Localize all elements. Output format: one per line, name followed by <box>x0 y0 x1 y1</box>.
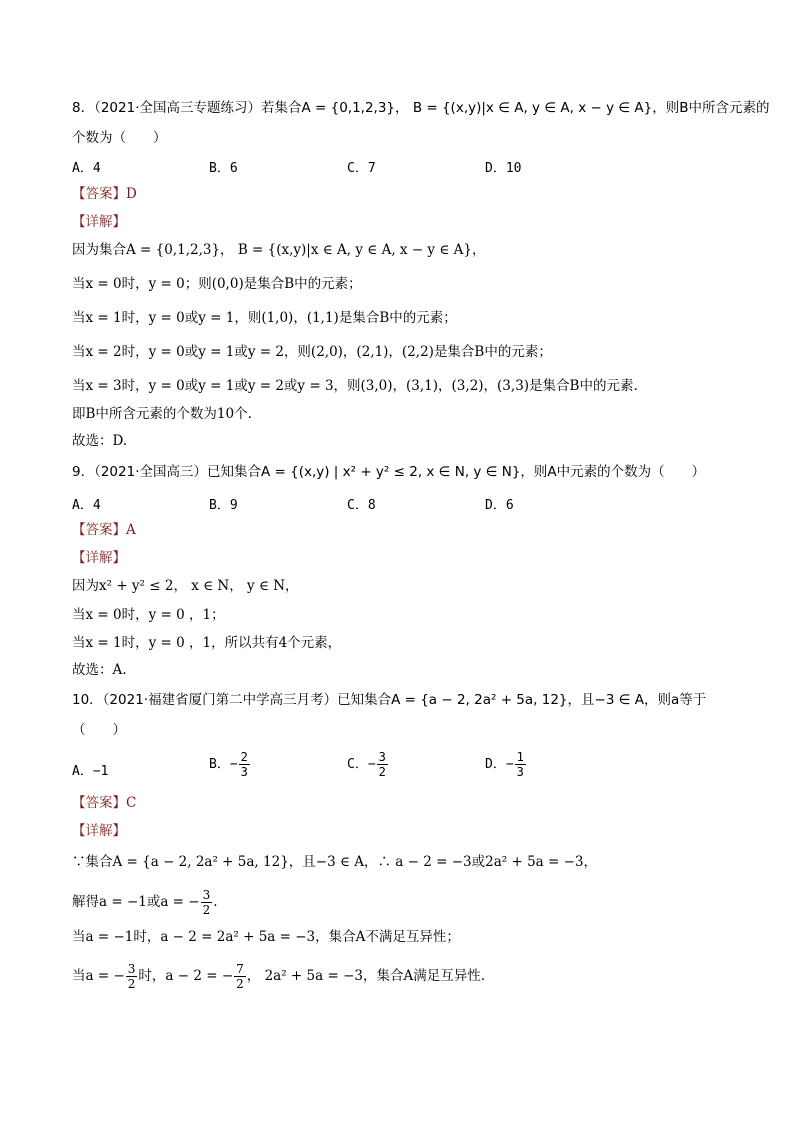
q8-solution-line: 故选：D. <box>72 433 128 449</box>
q9-solution-line: 因为x² + y² ≤ 2， x ∈ N， y ∈ N， <box>72 578 299 594</box>
q10-detail-label: 【详解】 <box>72 823 126 839</box>
q9-detail-label: 【详解】 <box>72 550 126 566</box>
q10-solution-line: 解得a = −1或a = − $\frac{3}{2}$ . <box>72 888 218 917</box>
option-sign: − <box>367 757 376 772</box>
q8-option-a: A．4 <box>72 161 101 176</box>
option-fraction <box>515 750 526 779</box>
fraction-numerator: 1 <box>516 750 524 764</box>
answer-label: 【答案】 <box>72 186 126 202</box>
option-letter: B． <box>209 757 230 772</box>
q9-option-d: D．6 <box>485 498 514 513</box>
q9-solution-line: 当x = 1时，y = 0 ，1，所以共有4个元素， <box>72 635 342 651</box>
q10-option-c <box>347 750 389 779</box>
q10-option-b <box>209 750 251 779</box>
q8-option-b: B．6 <box>209 161 238 176</box>
option-value: −1 <box>92 764 109 779</box>
q10-solution-line: ∵集合A = {a − 2, 2a² + 5a, 12}，且−3 ∈ A，∴ a − 2 = −3或2a² + 5a = −3， <box>72 854 597 870</box>
q8-answer <box>72 184 137 204</box>
q8-solution-line: 当x = 3时，y = 0或y = 1或y = 2或y = 3，则(3,0)，(3,1)，(3,2)，(3,3)是集合B中的元素. <box>72 378 638 394</box>
q8-solution-line: 即B中所含元素的个数为10个. <box>72 406 252 422</box>
q9-option-a: A．4 <box>72 498 101 513</box>
q8-solution-line: 当x = 1时，y = 0或y = 1，则(1,0)，(1,1)是集合B中的元素； <box>72 310 457 326</box>
q9-answer <box>72 520 136 540</box>
q8-option-d: D．10 <box>485 161 522 176</box>
q8-solution-line: 当x = 0时，y = 0；则(0,0)是集合B中的元素； <box>72 276 362 292</box>
option-sign: − <box>505 757 514 772</box>
q8-stem-line1: 8．（2021·全国高三专题练习）若集合A = {0,1,2,3}， B = {(x,y)|x ∈ A, y ∈ A, x − y ∈ A}，则B中所含元素的 <box>72 100 770 116</box>
fraction-denominator: 3 <box>240 765 248 779</box>
option-fraction <box>377 750 388 779</box>
q9-solution-line: 故选：A. <box>72 662 127 678</box>
answer-label: 【答案】 <box>72 522 126 538</box>
answer-value: C <box>126 795 137 811</box>
q10-solution-line: 当a = −1时，a − 2 = 2a² + 5a = −3，集合A不满足互异性； <box>72 929 460 945</box>
q8-solution-line: 因为集合A = {0,1,2,3}， B = {(x,y)|x ∈ A, y ∈ A, x − y ∈ A}， <box>72 242 486 258</box>
fraction-denominator: 2 <box>378 765 386 779</box>
q10-answer <box>72 793 136 813</box>
solution-fraction: $\frac{7}{2}$ <box>236 962 244 991</box>
q10-stem-line1: 10．（2021·福建省厦门第二中学高三月考）已知集合A = {a − 2, 2a² + 5a, 12}，且−3 ∈ A，则a等于 <box>72 692 707 708</box>
q10-stem-line2: （ ） <box>72 722 126 738</box>
answer-value: A <box>126 522 136 538</box>
option-letter: A． <box>72 764 93 779</box>
q9-solution-line: 当x = 0时，y = 0 ，1； <box>72 607 225 623</box>
q8-solution-line: 当x = 2时，y = 0或y = 1或y = 2，则(2,0)，(2,1)，(2,2)是集合B中的元素； <box>72 344 552 360</box>
option-letter: C． <box>347 757 368 772</box>
q10-option-d <box>485 750 527 779</box>
fraction-numerator: 2 <box>240 750 248 764</box>
q8-option-c: C．7 <box>347 161 376 176</box>
answer-label: 【答案】 <box>72 795 126 811</box>
solution-fraction: $\frac{3}{2}$ <box>202 888 211 917</box>
option-sign: − <box>229 757 238 772</box>
answer-value: D <box>126 186 137 202</box>
q9-option-c: C．8 <box>347 498 376 513</box>
q9-stem-line1: 9．（2021·全国高三）已知集合A = {(x,y) | x² + y² ≤ 2, x ∈ N, y ∈ N}，则A中元素的个数为（ ） <box>72 464 706 480</box>
q8-detail-label: 【详解】 <box>72 214 126 230</box>
fraction-denominator: 3 <box>516 765 524 779</box>
q10-solution-line: 当a = − $\frac{3}{2}$ 时，a − 2 = − $\frac{7}{2}$ ， 2a² + 5a = −3，集合A满足互异性. <box>72 962 486 991</box>
q8-stem-line2: 个数为（ ） <box>72 130 167 146</box>
fraction-numerator: 3 <box>378 750 386 764</box>
solution-fraction: $\frac{3}{2}$ <box>127 962 136 991</box>
q10-option-a <box>72 760 108 779</box>
q9-option-b: B．9 <box>209 498 238 513</box>
option-letter: D． <box>485 757 506 772</box>
option-fraction <box>239 750 250 779</box>
